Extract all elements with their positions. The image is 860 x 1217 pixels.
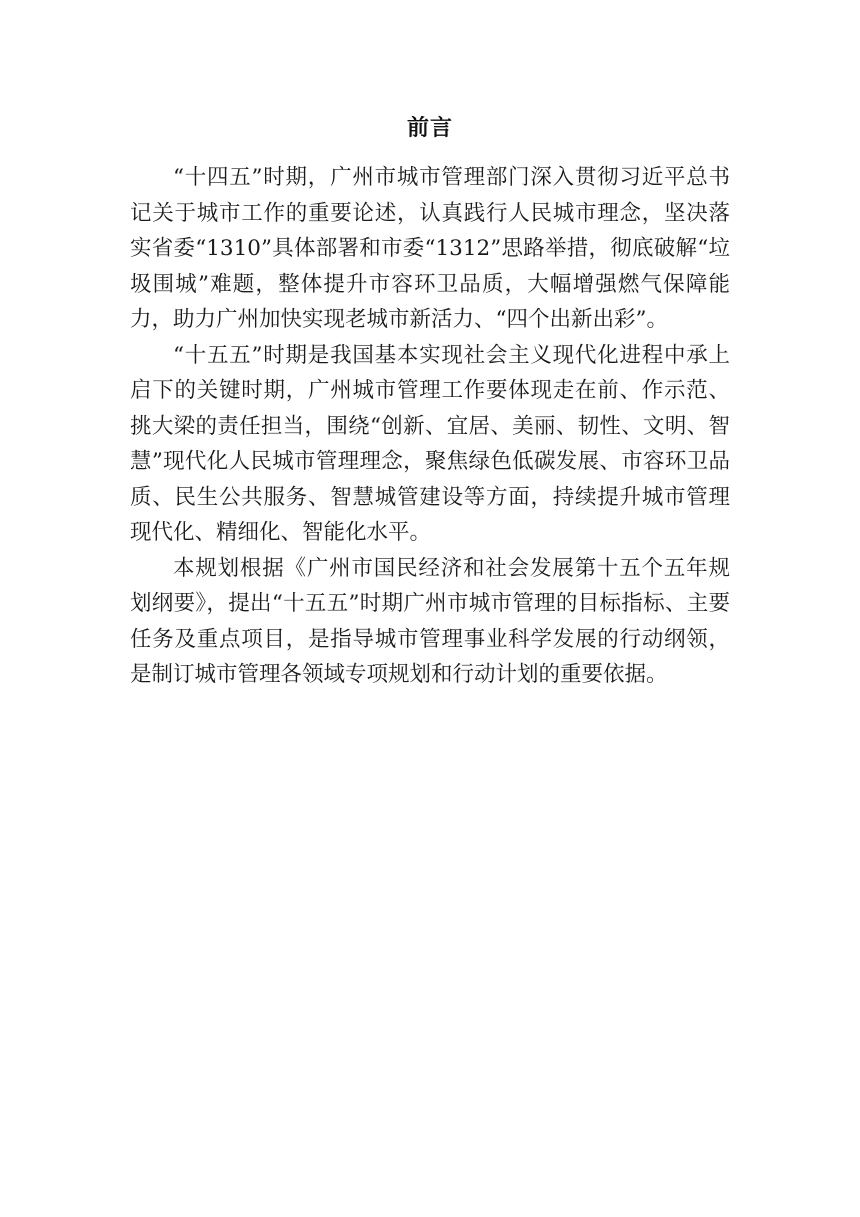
page-title: 前言 — [406, 116, 453, 141]
paragraph-2: “十五五”时期是我国基本实现社会主义现代化进程中承上启下的关键时期，广州城市管理工作要体现走在前、作示范、挑大梁的责任担当，围绕“创新、宜居、美丽、韧性、文明、智慧”现代化人民城市管理理念，聚焦绿色低碳发展、市容环卫品质、民生公共服务、智慧城管建设等方面，持续提升城市管理现代化、精细化、智能化水平。 — [130, 342, 730, 545]
document-body — [130, 160, 730, 693]
paragraph-1: “十四五”时期，广州市城市管理部门深入贯彻习近平总书记关于城市工作的重要论述，认真践行人民城市理念，坚决落实省委“1310”具体部署和市委“1312”思路举措，彻底破解“垃圾围城”难题，整体提升市容环卫品质，大幅增强燃气保障能力，助力广州加快实现老城市新活力、“四个出新出彩”。 — [130, 165, 730, 332]
paragraph-3: 本规划根据《广州市国民经济和社会发展第十五个五年规划纲要》，提出“十五五”时期广州市城市管理的目标指标、主要任务及重点项目，是指导城市管理事业科学发展的行动纲领，是制订城市管理各领域专项规划和行动计划的重要依据。 — [130, 555, 730, 687]
